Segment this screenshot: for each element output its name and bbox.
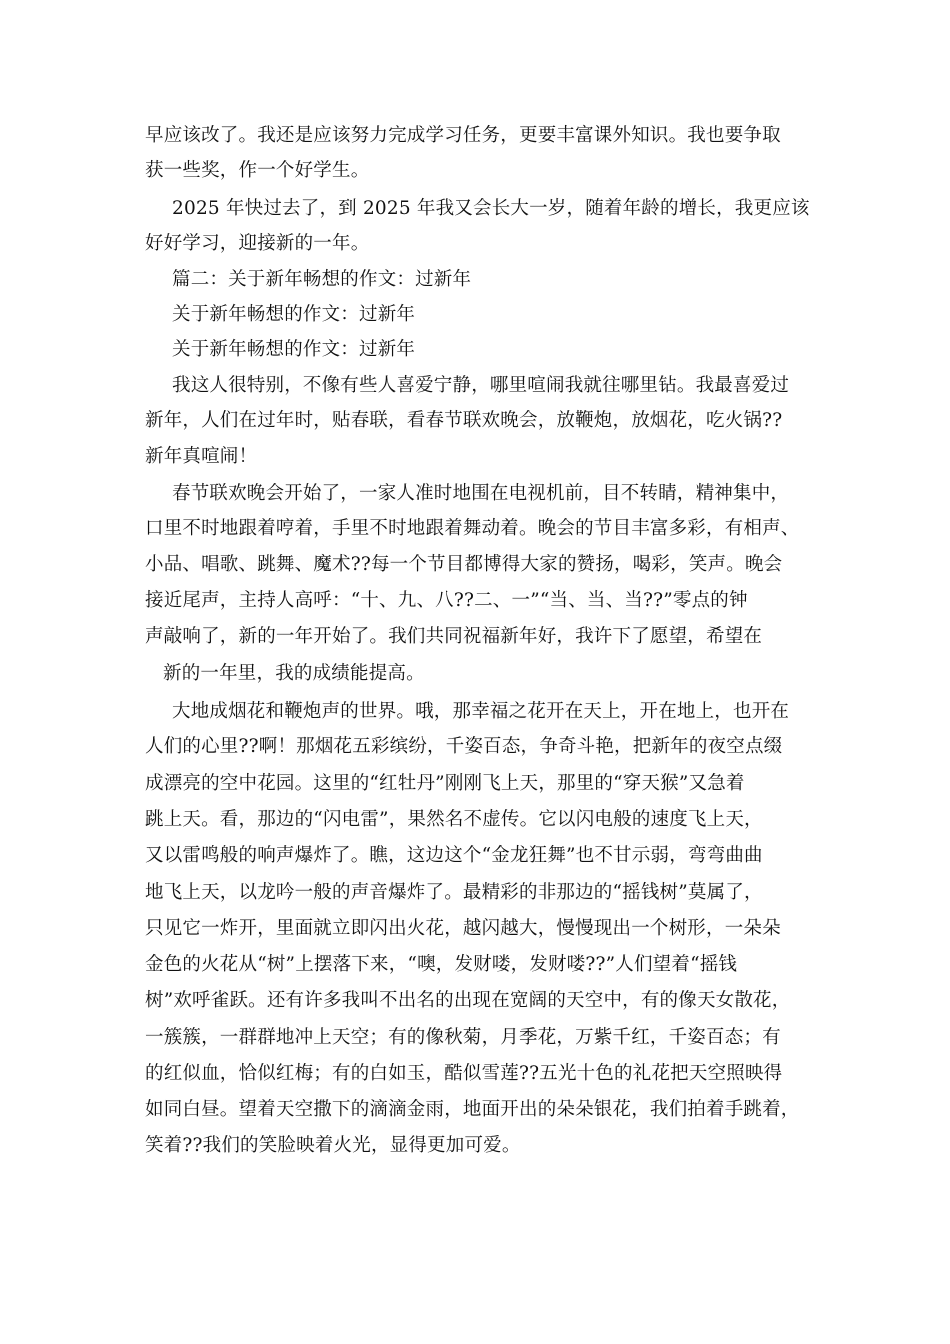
- text-line: 早应该改了。我还是应该努力完成学习任务，更要丰富课外知识。我也要争取: [145, 125, 781, 146]
- text-line: 小品、唱歌、跳舞、魔术??每一个节目都博得大家的赞扬，喝彩，笑声。晚会: [145, 554, 783, 575]
- text-line: 的红似血，恰似红梅；有的白如玉，酷似雪莲??五光十色的礼花把天空照映得: [145, 1063, 783, 1084]
- text-line: 树”欢呼雀跃。还有许多我叫不出名的出现在宽阔的天空中，有的像天女散花，: [145, 990, 791, 1011]
- text-line: 新的一年里，我的成绩能提高。: [163, 663, 425, 684]
- section-heading: 篇二：关于新年畅想的作文：过新年: [172, 269, 472, 290]
- article-title: 关于新年畅想的作文：过新年: [172, 339, 416, 360]
- text-line: 又以雷鸣般的响声爆炸了。瞧，这边这个“金龙狂舞”也不甘示弱，弯弯曲曲: [145, 845, 763, 866]
- text-line: 2025 年快过去了，到 2025 年我又会长大一岁，随着年龄的增长，我更应该: [172, 198, 810, 219]
- text-line: 口里不时地跟着哼着，手里不时地跟着舞动着。晚会的节目丰富多彩，有相声、: [145, 518, 800, 539]
- text-line: 新年，人们在过年时，贴春联，看春节联欢晚会，放鞭炮，放烟花，吃火锅??: [145, 410, 783, 431]
- text-line: 金色的火花从“树”上摆落下来，“噢，发财喽，发财喽??”人们望着“摇钱: [145, 954, 738, 975]
- text-line: 如同白昼。望着天空撒下的滴滴金雨，地面开出的朵朵银花，我们拍着手跳着，: [145, 1099, 800, 1120]
- text-line: 成漂亮的空中花园。这里的“红牡丹”刚刚飞上天，那里的“穿天猴”又急着: [145, 773, 745, 794]
- text-line: 地飞上天，以龙吟一般的声音爆炸了。最精彩的非那边的“摇钱树”莫属了，: [145, 882, 763, 903]
- article-title: 关于新年畅想的作文：过新年: [172, 304, 416, 325]
- text-line: 跳上天。看，那边的“闪电雷”，果然名不虚传。它以闪电般的速度飞上天，: [145, 809, 763, 830]
- text-line: 笑着??我们的笑脸映着火光，显得更加可爱。: [145, 1135, 521, 1156]
- text-line: 春节联欢晚会开始了，一家人准时地围在电视机前，目不转睛，精神集中，: [172, 483, 790, 504]
- text-line: 好好学习，迎接新的一年。: [145, 233, 370, 254]
- text-line: 获一些奖，作一个好学生。: [145, 160, 370, 181]
- text-line: 一簇簇，一群群地冲上天空；有的像秋菊，月季花，万紫千红，千姿百态；有: [145, 1027, 781, 1048]
- text-line: 大地成烟花和鞭炮声的世界。哦，那幸福之花开在天上，开在地上，也开在: [172, 701, 790, 722]
- text-line: 声敲响了，新的一年开始了。我们共同祝福新年好，我许下了愿望，希望在: [145, 626, 763, 647]
- text-line: 人们的心里??啊！那烟花五彩缤纷，千姿百态，争奇斗艳，把新年的夜空点缀: [145, 736, 783, 757]
- text-line: 接近尾声，主持人高呼：“十、九、八??二、一”“当、当、当??”零点的钟: [145, 590, 748, 611]
- text-line: 只见它一炸开，里面就立即闪出火花，越闪越大，慢慢现出一个树形，一朵朵: [145, 918, 781, 939]
- text-line: 我这人很特别，不像有些人喜爱宁静，哪里喧闹我就往哪里钻。我最喜爱过: [172, 375, 790, 396]
- text-line: 新年真喧闹！: [145, 446, 258, 467]
